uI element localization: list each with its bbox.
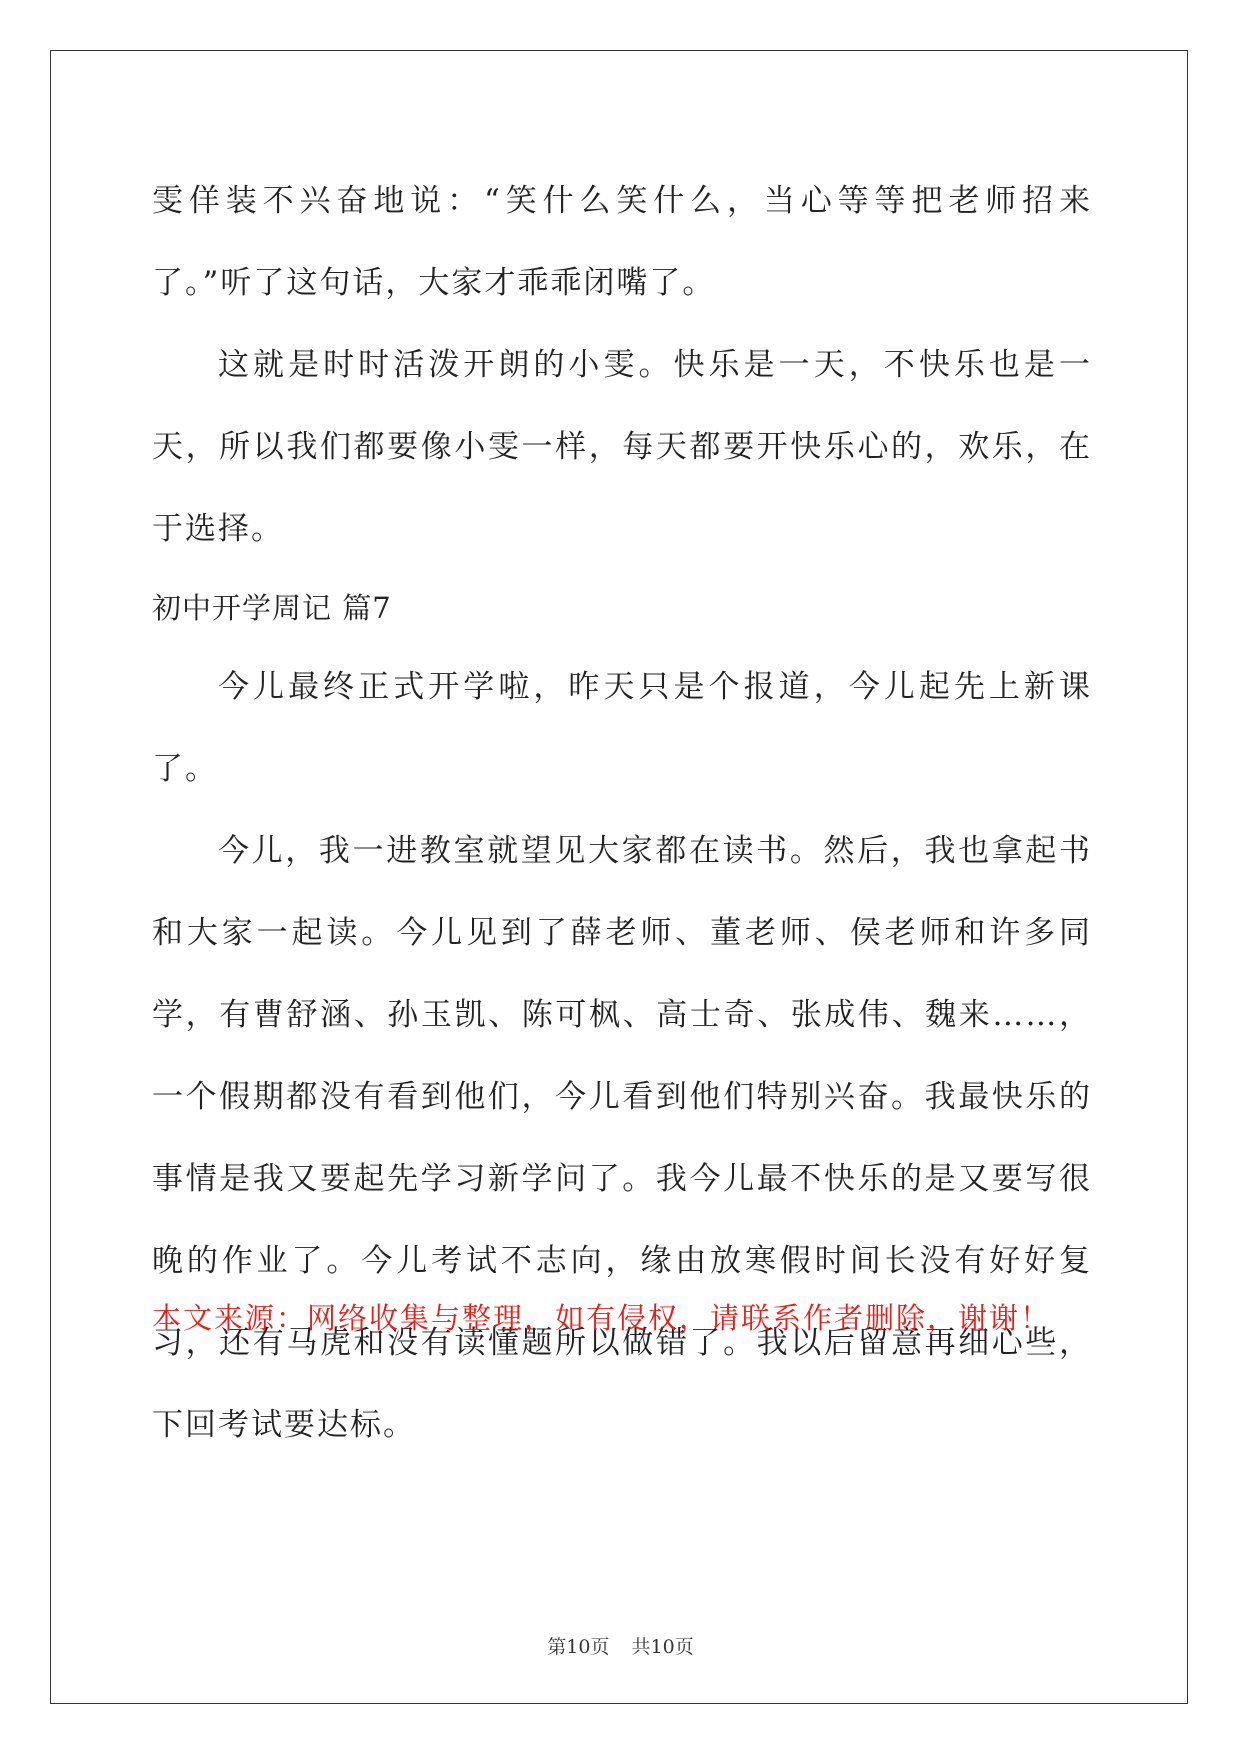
paragraph-4: 今儿，我一进教室就望见大家都在读书。然后，我也拿起书和大家一起读。今儿见到了薛老师、董老师、侯老师和许多同学，有曹舒涵、孙玉凯、陈可枫、高士奇、张成伟、魏来……，一个假期都没有看到他们，今儿看到他们特别兴奋。我最快乐的事情是我又要起先学习新学问了。我今儿最不快乐的是又要写很晚的作业了。今儿考试不志向，缘由放寒假时间长没有好好复习，还有马虎和没有读懂题所以做错了。我以后留意再细心些，下回考试要达标。 xyxy=(152,833,1092,1443)
paragraph-1: 雯佯装不兴奋地说：“笑什么笑什么，当心等等把老师招来了。”听了这句话，大家才乖乖闭嘴了。 xyxy=(152,183,1092,301)
paragraph-2: 这就是时时活泼开朗的小雯。快乐是一天，不快乐也是一天，所以我们都要像小雯一样，每天都要开快乐心的，欢乐，在于选择。 xyxy=(152,347,1092,547)
page-number-total: 共10页 xyxy=(631,1636,694,1658)
source-note: 本文来源：网络收集与整理，如有侵权，请联系作者删除，谢谢！ xyxy=(152,1301,1052,1335)
section-heading: 初中开学周记 篇7 xyxy=(152,591,392,625)
paragraph-3: 今儿最终正式开学啦，昨天只是个报道，今儿起先上新课了。 xyxy=(152,669,1092,787)
page-number-current: 第10页 xyxy=(547,1636,610,1658)
page-footer xyxy=(0,1632,1241,1659)
document-body xyxy=(152,160,1092,1466)
